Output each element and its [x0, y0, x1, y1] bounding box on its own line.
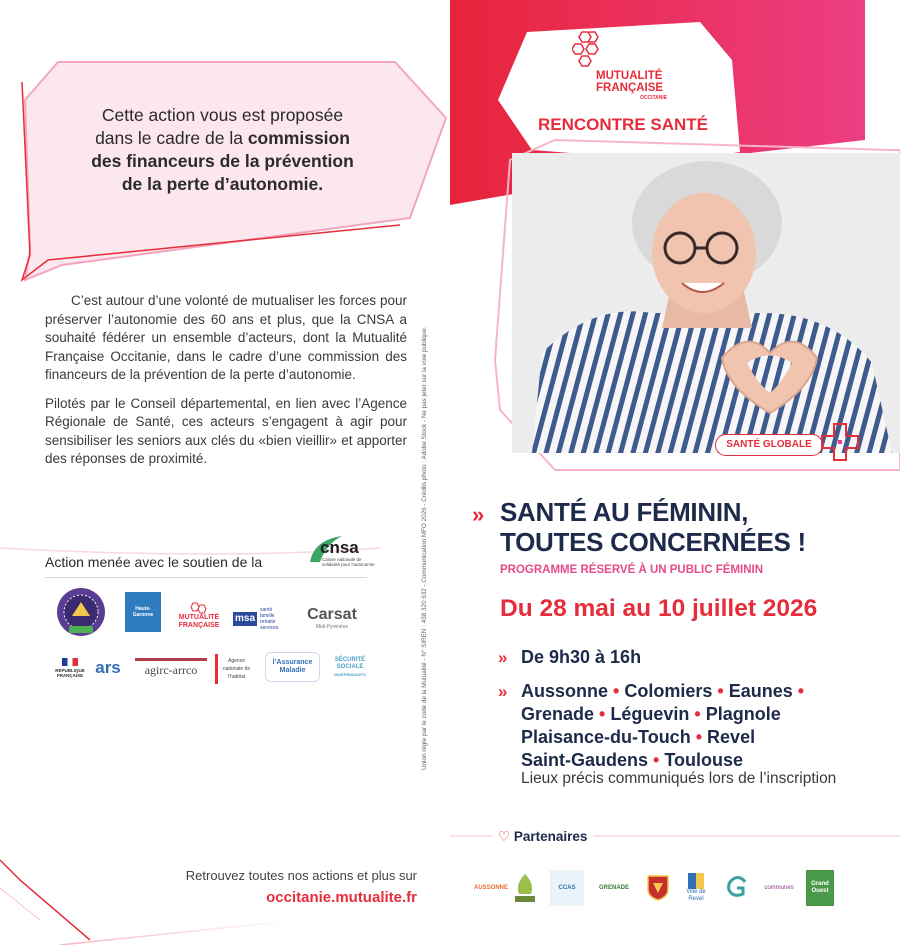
paragraph-2: Pilotés par le Conseil départemental, en lien avec l’Agence Régionale de Santé, ces acteurs s’engagent à agir pour sensibiliser les seniors aux clés du «bien vieillir» et apporter des réponses de proximité.	[45, 395, 407, 466]
revel-squares-icon	[688, 873, 704, 889]
subtitle: PROGRAMME RÉSERVÉ À UN PUBLIC FÉMININ	[500, 564, 764, 576]
carsat-word: Carsat	[307, 606, 357, 623]
dates: Du 28 mai au 10 juillet 2026	[500, 595, 818, 622]
bubble-line-2-plain: dans le cadre de la	[95, 128, 248, 148]
city: Saint-Gaudens	[521, 750, 649, 770]
title-block	[500, 497, 890, 576]
mf-logo-region: OCCITANIE	[640, 95, 668, 101]
partner-logo-revel	[678, 870, 714, 906]
mf-small-2: FRANÇAISE	[178, 622, 220, 629]
g-letter-icon	[725, 874, 749, 902]
securite-sociale-logo	[330, 654, 370, 680]
msa-logo	[233, 606, 288, 632]
agirc-word: agirc-arrco	[144, 662, 198, 677]
tree-icon	[513, 872, 537, 904]
mf-logo-line-1: MUTUALITÉ	[596, 70, 663, 82]
rf-text: RÉPUBLIQUE FRANÇAISE	[55, 668, 85, 678]
assurance-text: l’Assurance Maladie	[272, 659, 313, 674]
mf-small-1: MUTUALITÉ	[178, 614, 220, 621]
partner-logo-communes	[762, 870, 796, 906]
partner-logo-shield	[646, 870, 670, 906]
partner-logo-g	[724, 870, 750, 906]
partner-logo-grand-ouest	[806, 870, 834, 906]
support-label: Action menée avec le soutien de la	[45, 554, 263, 570]
city: Eaunes	[728, 681, 793, 701]
hg-text: Haute-Garonne	[132, 606, 154, 618]
partner-logo-ccas	[550, 870, 584, 906]
partner-logo-tree	[512, 870, 538, 906]
carsat-logo	[297, 604, 367, 634]
grand-ouest-text: Grand Ouest	[811, 881, 829, 894]
city: Toulouse	[664, 750, 744, 770]
bubble-line-3-bold: des financeurs de la prévention	[91, 151, 354, 171]
msa-word: msa	[235, 613, 256, 624]
aussonne-text: AUSSONNE	[474, 884, 509, 891]
legal-vertical-text	[419, 300, 431, 770]
senior-woman-photo	[512, 153, 900, 453]
hours: De 9h30 à 16h	[521, 647, 642, 667]
city: Colomiers	[624, 681, 713, 701]
header-background	[450, 0, 900, 945]
bubble-line-4-bold: de la perte d’autonomie.	[121, 174, 324, 194]
title-line-1: SANTÉ AU FÉMININ,	[500, 497, 749, 527]
city: Revel	[707, 727, 756, 747]
partner-logo-grenade	[592, 870, 636, 906]
republique-logo	[55, 655, 85, 681]
hours-chevron-icon: »	[498, 648, 508, 667]
bubble-line-1: Cette action vous est proposée	[101, 105, 344, 125]
senior-woman-illustration	[512, 153, 900, 453]
bubble-line-2-bold: commission	[247, 128, 350, 148]
cnsa-sub: Caisse nationale de solidarité pour l’autonomie	[322, 557, 375, 567]
partners-heart-icon: ♡	[498, 829, 511, 844]
paragraph-1: C’est autour d’une volonté de mutualiser les forces pour préserver l’autonomie des 60 ans et plus, que la CNSA a souhaité fédérer un ensemble d’acteurs, dont la Mutualité Française Occitanie, dans le cadre d’une commission des financeurs de la prévention de la perte d’autonomie.	[45, 293, 407, 382]
city: Léguevin	[610, 704, 690, 724]
legal-text: Union régie par le code de la Mutualité - N° SIREN : 438 320 632 - Communication MFO 2026 - Crédits photo : Adobe Stock - Ne pas jeter sur la voie publique.	[421, 326, 428, 770]
cities-list: Aussonne • Colomiers • Eaunes • Grenade • Léguevin • Plagnole Plaisance-du-Touch • Revel Saint-Gaudens • Toulouse	[521, 681, 805, 770]
hg-logo	[125, 592, 161, 632]
hexagon-icon	[190, 602, 208, 614]
logo-divider	[45, 577, 367, 578]
rencontre-sante-title: RENCONTRE SANTÉ	[537, 115, 708, 134]
agence-habitat-logo	[215, 654, 255, 684]
cities-chevron-icon: »	[498, 682, 508, 701]
health-cross-icon	[820, 420, 860, 464]
assurance-maladie-logo	[265, 652, 320, 682]
shield-icon	[647, 875, 669, 901]
communes-text: communes	[764, 884, 794, 891]
city: Plaisance-du-Touch	[521, 727, 691, 747]
website-link[interactable]: occitanie.mutualite.fr	[266, 889, 417, 906]
agirc-arrco-logo	[135, 658, 207, 678]
right-panel	[450, 0, 900, 945]
title-chevron-icon: »	[472, 502, 485, 527]
mf-logo-line-2: FRANÇAISE	[596, 82, 664, 94]
city: Grenade	[521, 704, 595, 724]
contact-label: Retrouvez toutes nos actions et plus sur	[185, 868, 417, 883]
revel-text: Ville de Revel	[686, 889, 706, 902]
body-text	[45, 292, 407, 479]
haute-garonne-logo	[55, 586, 107, 638]
partners-title-text: Partenaires	[513, 829, 588, 844]
ars-word: ars	[95, 658, 121, 677]
mutualite-logo-small	[172, 598, 226, 634]
secu-2: SOCIALE	[336, 663, 364, 670]
agence-text: Agence nationale de l’habitat	[222, 658, 251, 680]
secu-1: SÉCURITÉ	[334, 656, 366, 663]
bubble-line-4	[55, 173, 390, 196]
bubble-line-3	[55, 150, 390, 173]
bubble-text	[55, 104, 390, 196]
partners-title	[492, 829, 593, 845]
bubble-line-2	[55, 127, 390, 150]
ars-logo	[88, 655, 128, 681]
city: Aussonne	[521, 681, 609, 701]
cnsa-logo	[302, 532, 375, 572]
title-line-2: TOUTES CONCERNÉES !	[500, 527, 806, 557]
partner-logo-aussonne	[475, 870, 507, 906]
cnsa-word: cnsa	[320, 538, 359, 557]
sante-globale-badge: SANTÉ GLOBALE	[715, 434, 823, 456]
haute-garonne-badge-icon	[55, 586, 107, 638]
secu-3: INDÉPENDANTS	[334, 671, 366, 677]
msa-sub: santé famille retraite services	[260, 607, 279, 631]
ccas-text: CCAS	[558, 884, 576, 891]
grenade-text: GRENADE	[598, 884, 629, 891]
lieux-note: Lieux précis communiqués lors de l’inscription	[521, 770, 837, 787]
flag-icon	[62, 658, 78, 666]
city: Plagnole	[705, 704, 781, 724]
carsat-sub: Midi-Pyrénées	[316, 624, 348, 630]
